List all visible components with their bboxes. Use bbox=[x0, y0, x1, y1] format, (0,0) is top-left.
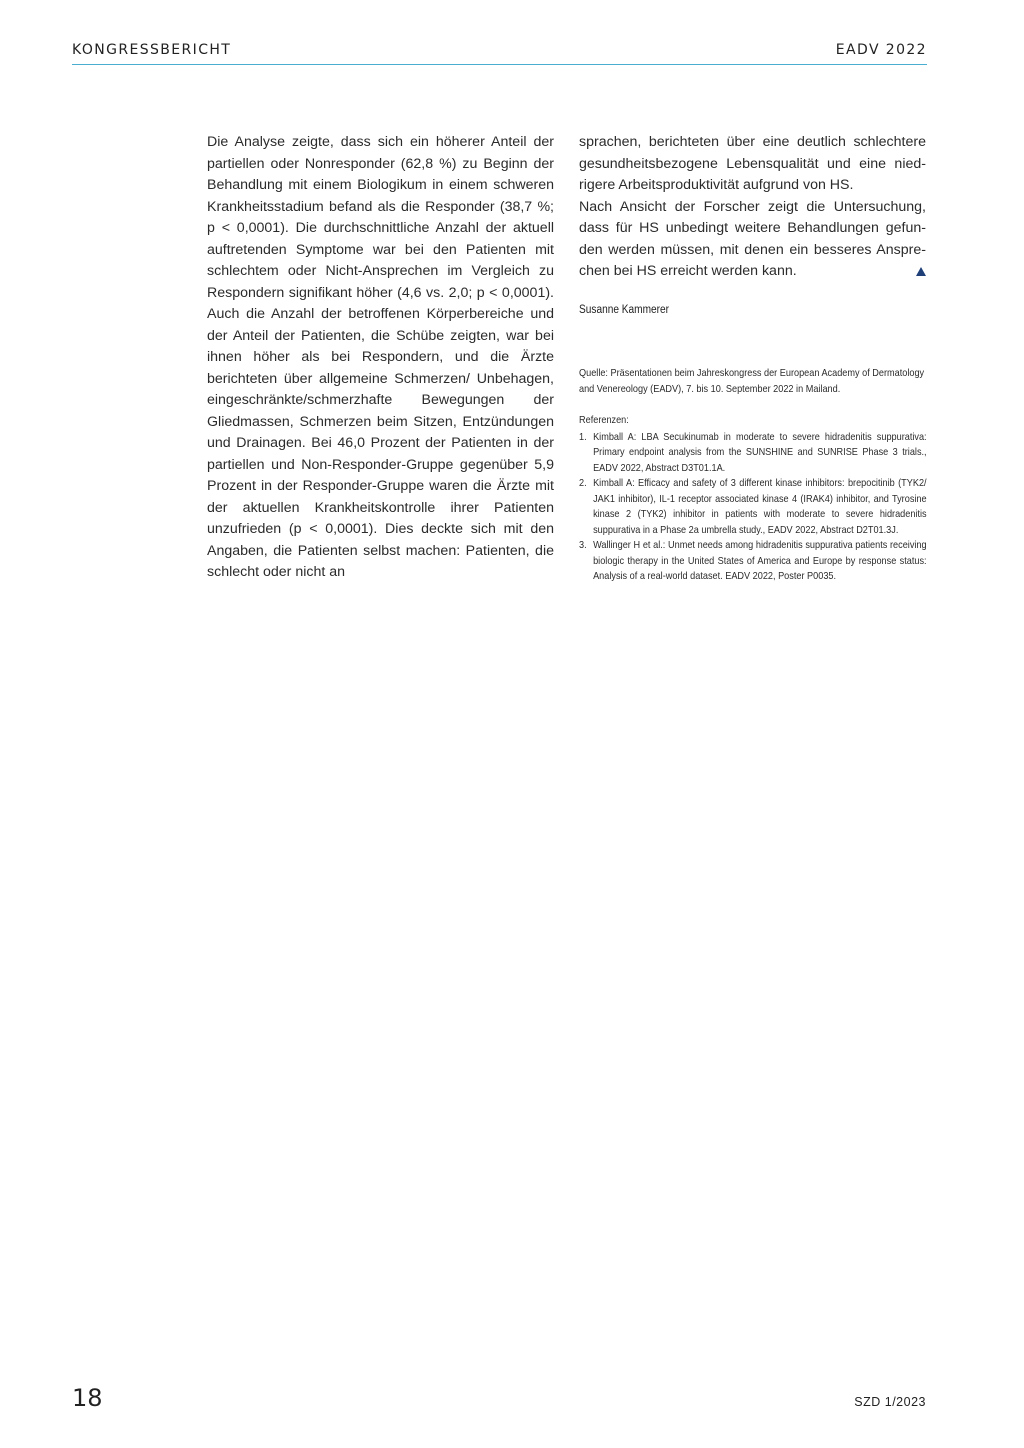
end-of-article-triangle-icon bbox=[916, 267, 926, 276]
reference-number: 1. bbox=[579, 431, 587, 443]
author-name: Susanne Kammerer bbox=[579, 304, 670, 316]
body-paragraph-conclusion bbox=[579, 197, 926, 283]
conclusion-text: Nach Ansicht der Forscher zeigt die Untersuchung, dass für HS unbedingt weitere Behandlungen gefunden werden müssen, mit denen ein besseres Ansprechen bei HS erreicht werden kann. bbox=[579, 198, 926, 279]
page-number: 18 bbox=[72, 1384, 103, 1412]
reference-text: Kimball A: LBA Secukinumab in moderate to severe hidradenitis suppurativa: Primary endpoint analysis from the SUNSHINE and SUNRISE Phase 3 trials., EADV 2022, Abstract D3T01.1A. bbox=[593, 431, 927, 474]
reference-item bbox=[579, 430, 927, 477]
reference-text: Wallinger H et al.: Unmet needs among hidradenitis suppurativa patients receiving biologic therapy in the United States of America and Europe by response status: Analysis of a real-world dataset. EADV 2022, Poster P0035. bbox=[593, 540, 927, 582]
reference-item bbox=[579, 476, 927, 538]
references-list bbox=[579, 430, 927, 585]
reference-text: Kimball A: Efficacy and safety of 3 different kinase inhibitors: brepocitinib (TYK2/ JAK1 inhibitor), IL-1 receptor associated kinase 4 (IRAK4) inhibitor, and Tyrosine kinase 2 (TYK2) inhibitor in patients with moderate to severe hidradenitis suppurativa in a Phase 2a umbrella study., EADV 2022, Abstract D2T01.3J. bbox=[593, 478, 927, 536]
reference-item bbox=[579, 538, 927, 585]
body-column-right bbox=[579, 132, 926, 283]
reference-number: 2. bbox=[579, 478, 587, 489]
reference-number: 3. bbox=[579, 540, 587, 551]
page-header bbox=[72, 40, 927, 65]
body-paragraph: sprachen, berichteten über eine deutlich schlechtere gesundheitsbezogene Lebensqualität und eine niedrigere Arbeitsproduktivität aufgrund von HS. bbox=[579, 134, 926, 193]
references bbox=[579, 413, 927, 585]
event-label: EADV 2022 bbox=[835, 42, 927, 58]
body-column-left bbox=[207, 132, 554, 584]
references-title: Referenzen: bbox=[579, 415, 629, 426]
body-paragraph: Die Analyse zeigte, dass sich ein höherer Anteil der partiellen oder Nonresponder (62,8 %) zu Beginn der Behandlung mit einem Biologikum in einem schweren Krankheitsstadium befand als die Responder (38,7 %; p < 0,0001). Die durchschnittliche Anzahl der aktuell auftretenden Symptome war bei den Patienten mit schlechtem oder Nicht-Ansprechen im Vergleich zu Respondern signifikant höher (4,6 vs. 2,0; p < 0,0001). Auch die Anzahl der betroffenen Körperbereiche und der Anteil der Patienten, die Schübe zeigten, war bei ihnen höher als bei Respondern, und die Ärzte berichteten über allgemeine Schmerzen/ Unbehagen, eingeschränkte/schmerzhafte Bewegungen der Gliedmassen, Schmerzen beim Sitzen, Entzündungen und Drainagen. Bei 46,0 Prozent der Patienten in der partiellen und Non-Responder-Gruppe gegenüber 5,9 Prozent in der Responder-Gruppe waren die Ärzte mit der aktuellen Krankheitskontrolle ihrer Patienten unzufrieden (p < 0,0001). Dies deckte sich mit den Angaben, die Patienten selbst machen: Patienten, die schlecht oder nicht an bbox=[207, 134, 554, 580]
issue-label: SZD 1/2023 bbox=[854, 1395, 926, 1409]
section-label: KONGRESSBERICHT bbox=[72, 42, 232, 58]
source-note: Quelle: Präsentationen beim Jahreskongress der European Academy of Dermatology and Venereology (EADV), 7. bis 10. September 2022 in Mailand. bbox=[579, 368, 925, 395]
